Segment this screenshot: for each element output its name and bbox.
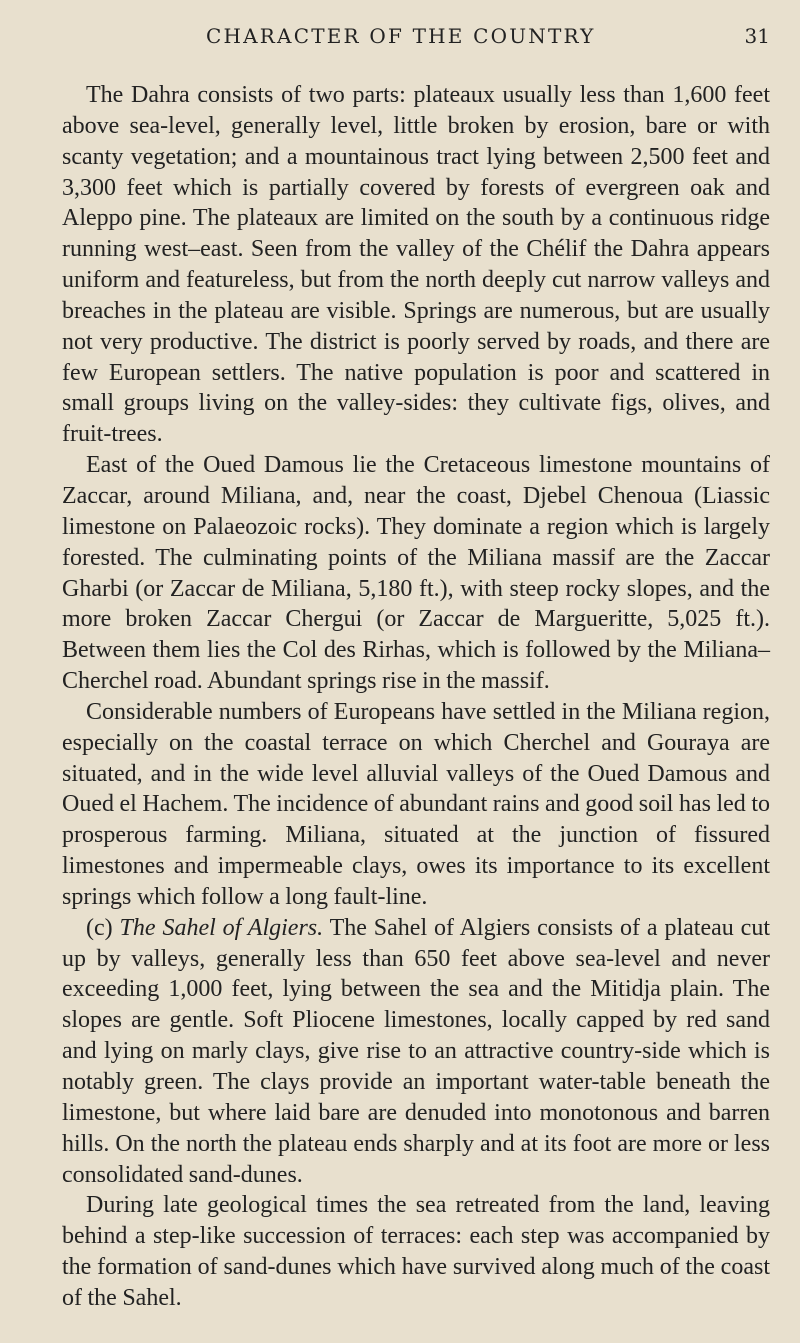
running-head: [62, 0, 770, 80]
body-text: [62, 80, 770, 1314]
paragraph-terraces: During late geological times the sea retreated from the land, leaving behind a step-like succession of terraces: each step was accompanied by the formation of sand-dunes which have survived along much of the coast of the Sahel.: [62, 1192, 770, 1311]
page-number: 31: [744, 24, 770, 48]
section-label: (c): [86, 914, 113, 941]
section-text: The Sahel of Algiers consists of a plateau cut up by valleys, generally less than 650 feet above sea-level and never exceeding 1,000 feet, lying between the sea and the Mitidja plain. The slopes are gentle. Soft Pliocene limestones, locally capped by red sand and lying on marly clays, give rise to an attractive country-side which is notably green. The clays provide an important water-table beneath the limestone, but where laid bare are denuded into monotonous and barren hills. On the north the plateau ends sharply and at its foot are more or less consolidated sand-dunes.: [62, 914, 770, 1188]
paragraph-dahra: The Dahra consists of two parts: plateaux usually less than 1,600 feet above sea-level, generally level, little broken by erosion, bare or with scanty vegetation; and a mountainous tract lying between 2,500 feet and 3,300 feet which is partially covered by forests of evergreen oak and Aleppo pine. The plateaux are limited on the south by a continuous ridge running west–east. Seen from the valley of the Chélif the Dahra appears uniform and featureless, but from the north deeply cut narrow valleys and breaches in the plateau are visible. Springs are numerous, but are usually not very productive. The district is poorly served by roads, and there are few European settlers. The native population is poor and scattered in small groups living on the valley-sides: they cultivate figs, olives, and fruit-trees.: [62, 82, 770, 448]
paragraph-zaccar: East of the Oued Damous lie the Cretaceous limestone mountains of Zaccar, around Miliana, and, near the coast, Djebel Chenoua (Liassic limestone on Palaeozoic rocks). They dominate a region which is largely forested. The culminating points of the Miliana massif are the Zaccar Gharbi (or Zaccar de Miliana, 5,180 ft.), with steep rocky slopes, and the more broken Zaccar Chergui (or Zaccar de Margueritte, 5,025 ft.). Between them lies the Col des Rirhas, which is followed by the Miliana–Cherchel road. Abundant springs rise in the massif.: [62, 452, 770, 695]
running-title: CHARACTER OF THE COUNTRY: [206, 24, 596, 48]
paragraph-sahel: [62, 913, 770, 1191]
section-heading: The Sahel of Algiers.: [119, 914, 324, 941]
paragraph-miliana: Considerable numbers of Europeans have settled in the Miliana region, especially on the coastal terrace on which Cherchel and Gouraya are situated, and in the wide level alluvial valleys of the Oued Damous and Oued el Hachem. The incidence of abundant rains and good soil has led to prosperous farming. Miliana, situated at the junction of fissured limestones and impermeable clays, owes its importance to its excellent springs which follow a long fault-line.: [62, 698, 770, 910]
